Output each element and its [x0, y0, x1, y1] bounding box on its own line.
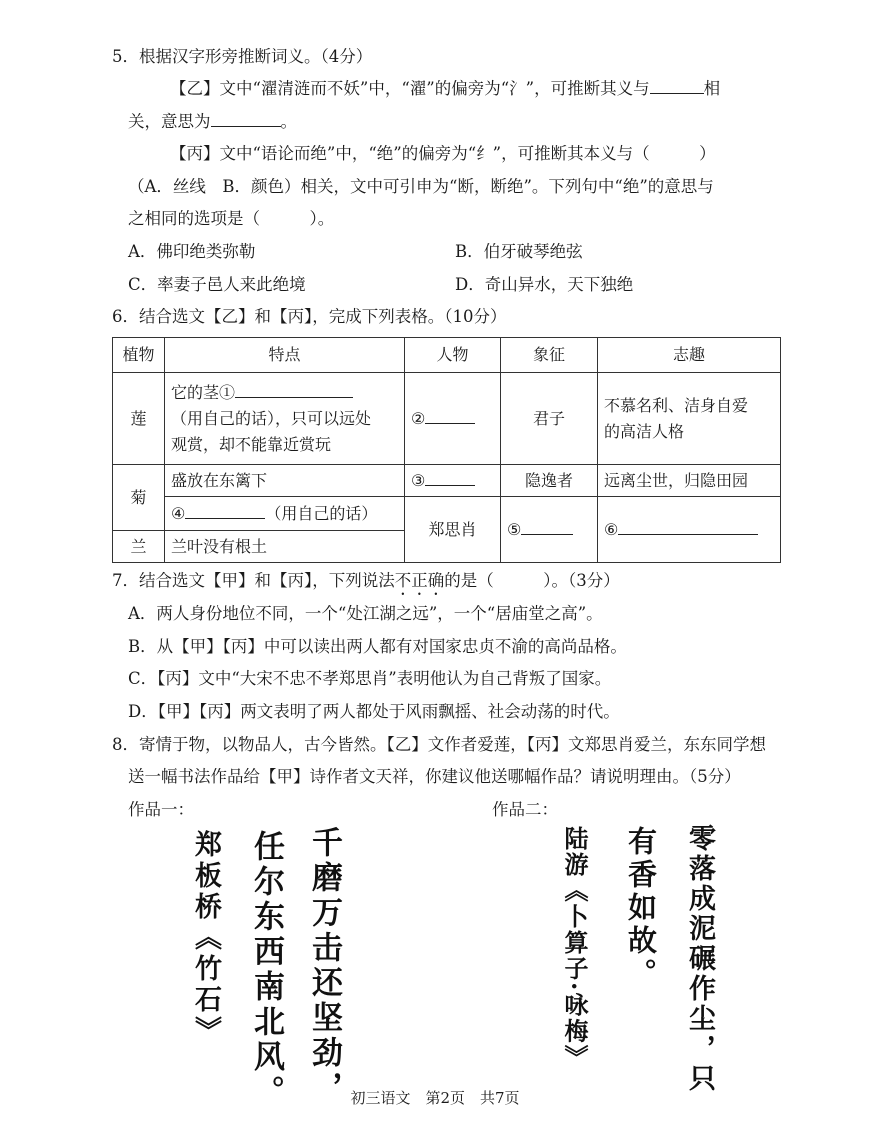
work1-column-1: 千磨万击还坚劲， [306, 826, 342, 1106]
blank-marker: ⑥ [604, 519, 619, 539]
symbol-cell [501, 497, 598, 563]
q5-bing-line1: 【丙】文中“语论而绝”中，“绝”的偏旁为“纟”，可推断其本义与（ ） [170, 144, 716, 163]
q5-bing-line2: （A．丝线 B．颜色）相关，文中可引申为“断，断绝”。下列句中“绝”的意思与 [128, 177, 714, 196]
feature-cell: 兰叶没有根土 [165, 531, 405, 563]
feature-cell: 盛放在东篱下 [165, 465, 405, 497]
q8-line1: 8．寄情于物，以物品人，古今皆然。【乙】文作者爱莲，【丙】文郑思肖爱兰，东东同学想 [112, 735, 766, 754]
answer-blank-5[interactable] [521, 517, 573, 535]
table-header: 特点 [165, 338, 405, 373]
answer-blank[interactable] [650, 77, 704, 94]
table-row-ju [113, 465, 781, 497]
q5-bing-line3: 之相同的选项是（ ）。 [128, 209, 335, 228]
plant-cell: 兰 [113, 531, 165, 563]
q7-emphasis: 不正确 [394, 571, 445, 590]
answer-blank-2[interactable] [425, 406, 475, 424]
table-header: 志趣 [598, 338, 781, 373]
q5-yi-line1-tail: 相 [703, 79, 721, 98]
table-row-lian [113, 373, 781, 465]
q5-yi-line1-text: 【乙】文中“濯清涟而不妖”中，“濯”的偏旁为“氵”，可推断其义与 [170, 79, 650, 98]
feature-cell [165, 373, 405, 465]
q5-stem: 5．根据汉字形旁推断词义。（4分） [112, 47, 373, 66]
table-header: 人物 [405, 338, 501, 373]
answer-blank-1[interactable] [235, 380, 353, 398]
interest-text: 的高洁人格 [604, 421, 685, 441]
work2-column-1: 零落成泥碾作尘，只 [684, 824, 715, 1094]
q5-option-c[interactable]: C．率妻子邑人来此绝境 [128, 275, 306, 294]
answer-blank-4[interactable] [185, 501, 265, 519]
q5-yi-line2-tail: 。 [280, 112, 297, 131]
answer-blank-3[interactable] [425, 468, 475, 486]
answer-blank-6[interactable] [618, 517, 758, 535]
work2-column-2: 有香如故。 [624, 826, 658, 991]
q7-stem [112, 570, 620, 599]
interest-text: 不慕名利、洁身自爱 [604, 395, 749, 415]
q7-stem-tail: 的是（ ）。（3分） [444, 571, 620, 590]
feature-text: （用自己的话），只可以远处 [171, 408, 372, 428]
q5-option-b[interactable]: B．伯牙破琴绝弦 [455, 242, 583, 261]
q6-stem: 6．结合选文【乙】和【丙】，完成下列表格。（10分） [112, 307, 507, 326]
symbol-cell: 君子 [501, 373, 598, 465]
q7-option-c[interactable]: C．【丙】文中“大宋不忠不孝郑思肖”表明他认为自己背叛了国家。 [128, 669, 612, 688]
work2-column-3: 陆游《卜算子·咏梅》 [560, 826, 589, 1071]
table-row-ju-2 [113, 497, 781, 531]
interest-cell [598, 497, 781, 563]
table-header-row [113, 338, 781, 373]
plant-cell: 菊 [113, 465, 165, 531]
blank-marker: ② [411, 408, 426, 428]
feature-text: 观赏，却不能靠近赏玩 [171, 434, 332, 454]
q5-yi-line1 [170, 77, 720, 100]
work1-column-2: 任尔东西南北风。 [248, 830, 284, 1110]
answer-blank[interactable] [211, 110, 281, 127]
feature-text: （用自己的话） [265, 503, 378, 523]
q8-line2: 送一幅书法作品给【甲】诗作者文天祥，你建议他送哪幅作品？请说明理由。（5分） [128, 767, 741, 786]
blank-marker: ③ [411, 470, 426, 490]
symbol-cell: 隐逸者 [501, 465, 598, 497]
interest-cell [598, 373, 781, 465]
work1-column-3: 郑板桥《竹石》 [190, 830, 221, 1047]
q7-stem-text: 7．结合选文【甲】和【丙】，下列说法 [112, 571, 395, 590]
q5-option-a[interactable]: A．佛印绝类弥勒 [128, 242, 256, 261]
q7-option-d[interactable]: D．【甲】【丙】两文表明了两人都处于风雨飘摇、社会动荡的时代。 [128, 702, 620, 721]
q6-table [112, 337, 781, 563]
q5-yi-line2 [128, 110, 297, 133]
feature-cell [165, 497, 405, 531]
person-cell: 郑思肖 [405, 497, 501, 563]
blank-marker: ④ [171, 503, 186, 523]
q7-option-a[interactable]: A．两人身份地位不同，一个“处江湖之远”，一个“居庙堂之高”。 [128, 604, 603, 623]
person-cell [405, 373, 501, 465]
plant-cell: 莲 [113, 373, 165, 465]
q5-option-d[interactable]: D．奇山异水，天下独绝 [455, 275, 634, 294]
work1-label: 作品一： [128, 800, 194, 819]
interest-cell: 远离尘世，归隐田园 [598, 465, 781, 497]
feature-text: 它的茎① [171, 382, 236, 402]
table-header: 植物 [113, 338, 165, 373]
work2-label: 作品二： [492, 800, 558, 819]
blank-marker: ⑤ [507, 519, 522, 539]
table-header: 象征 [501, 338, 598, 373]
person-cell [405, 465, 501, 497]
q5-yi-line2-text: 关，意思为 [128, 112, 211, 131]
q7-option-b[interactable]: B．从【甲】【丙】中可以读出两人都有对国家忠贞不渝的高尚品格。 [128, 637, 627, 656]
page-footer: 初三语文 第2页 共7页 [350, 1089, 520, 1107]
